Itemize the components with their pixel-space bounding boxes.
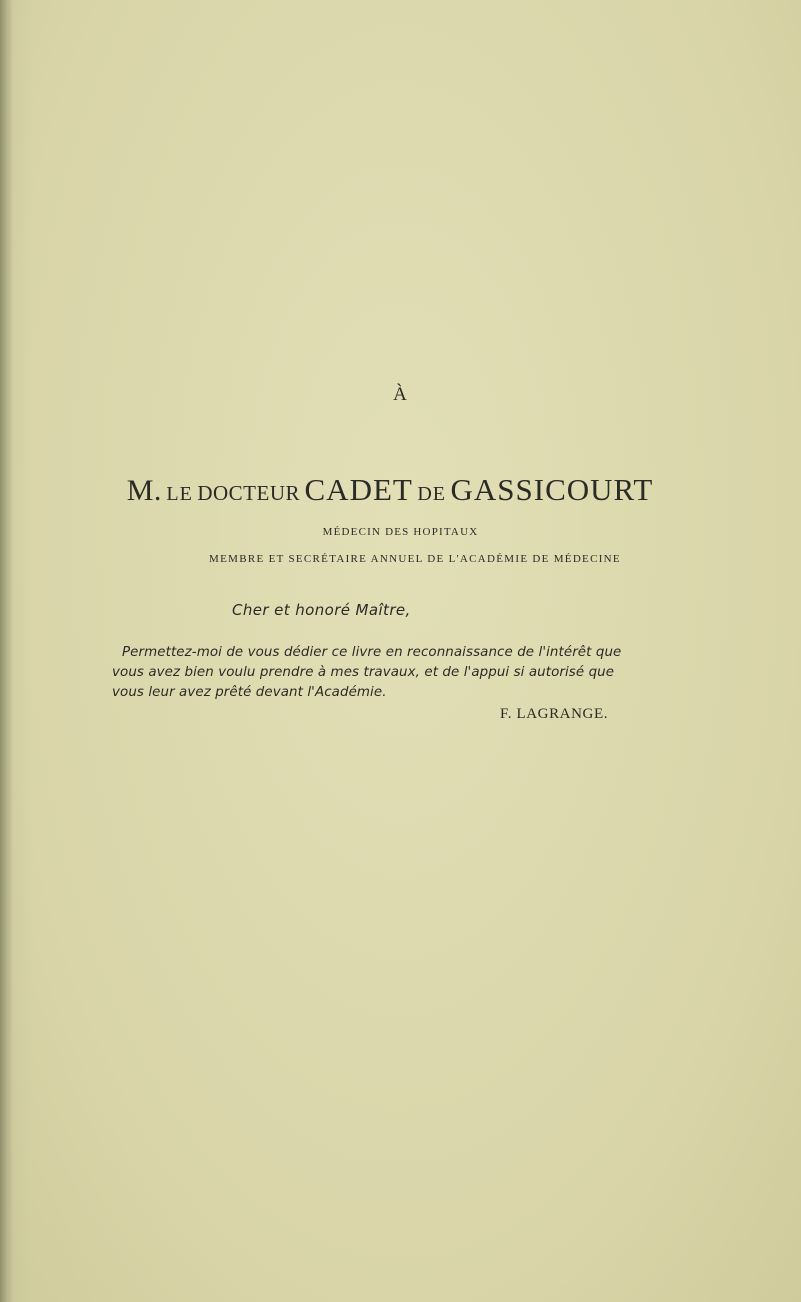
letter-line: vous avez bien voulu prendre à mes travaux, et de l'appui si autorisé que (112, 665, 615, 680)
title-docteur: docteur (197, 474, 300, 507)
title-prefix: M. (126, 474, 162, 507)
dedication-preposition: À (393, 384, 408, 405)
dedication-title (115, 472, 665, 508)
role-line-2: MEMBRE ET SECRÉTAIRE ANNUEL DE L'ACADÉMIE DE MÉDECINE (209, 553, 621, 565)
name-de: DE (417, 483, 446, 505)
letter-line: vous leur avez prêté devant l'Académie. (112, 685, 387, 700)
salutation: Cher et honoré Maître, (232, 601, 411, 619)
letter-line: Permettez-moi de vous dédier ce livre en reconnaissance de l'intérêt que (122, 645, 622, 660)
name-first: CADET (304, 472, 413, 507)
role-line-1: MÉDECIN DES HOPITAUX (322, 526, 479, 538)
signature: F. LAGRANGE. (500, 706, 609, 722)
title-le: LE (166, 483, 193, 505)
name-last: GASSICOURT (450, 472, 654, 507)
page-binding-shadow (0, 0, 12, 1302)
letter-body (112, 643, 672, 703)
